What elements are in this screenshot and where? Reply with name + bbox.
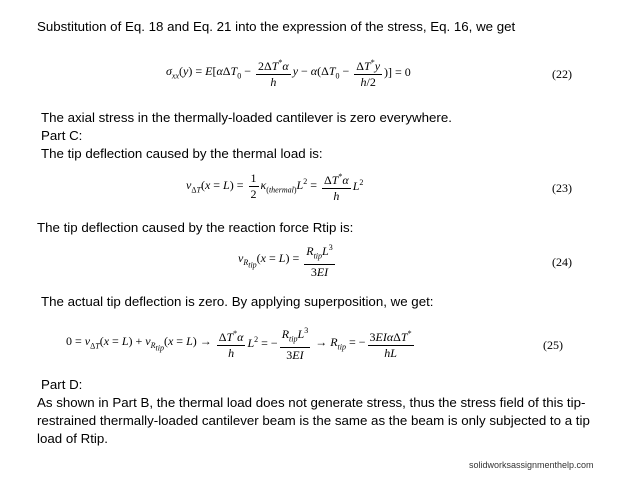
equation-23-number: (23) [552,181,572,195]
intro-text: Substitution of Eq. 18 and Eq. 21 into the expression of the stress, Eq. 16, we get [37,19,516,34]
equation-23: $v_{\Delta T}(x = L)$ = $\frac{1}{2}$ $\kappa_{(thermal)}L^2$ = $\frac{\Delta T^*\alpha}{h}$ $L^2$ [186,170,364,203]
axial-stress-statement: The axial stress in the thermally-loaded cantilever is zero everywhere. [41,110,452,125]
thermal-tip-text: The tip deflection caused by the thermal load is: [41,146,323,161]
superposition-text: The actual tip deflection is zero. By applying superposition, we get: [41,294,434,309]
equation-24-number: (24) [552,255,572,269]
equation-22-number: (22) [552,67,572,81]
equation-25-number: (25) [543,338,563,352]
equation-25: $0 = v_{\Delta T}(x = L) + v_{R_{tip}}(x = L)$ → $\frac{\Delta T^*\alpha}{h}$ $L^2$ = − $\frac{R_{tip}L^3}{3EI}$ → $R_{tip}$ = − $\frac{3EI\alpha\Delta T^*}{hL}$ [66,326,412,362]
part-d-paragraph: As shown in Part B, the thermal load does not generate stress, thus the stress field of this tip- restrained thermally-loaded cantilever beam is the same as the beam is only subjected to a tip load of Rtip. [37,395,590,446]
equation-24: $v_{R_{tip}}(x = L)$ = $\frac{R_{tip}L^3}{3EI}$ [238,243,333,279]
equation-22: $\sigma_{xx}(y) = E[\alpha\Delta T_0$ − $\frac{2\Delta T^*\alpha}{h}$ $y - \alpha(\Delta T_0$ − $\frac{\Delta T^*y}{h/2}$ )] = 0 [166,57,411,89]
part-d-label: Part D: [41,377,83,392]
reaction-tip-text: The tip deflection caused by the reaction force Rtip is: [37,220,354,235]
part-c-label: Part C: [41,128,83,143]
footer-watermark: solidworksassignmenthelp.com [469,460,594,470]
